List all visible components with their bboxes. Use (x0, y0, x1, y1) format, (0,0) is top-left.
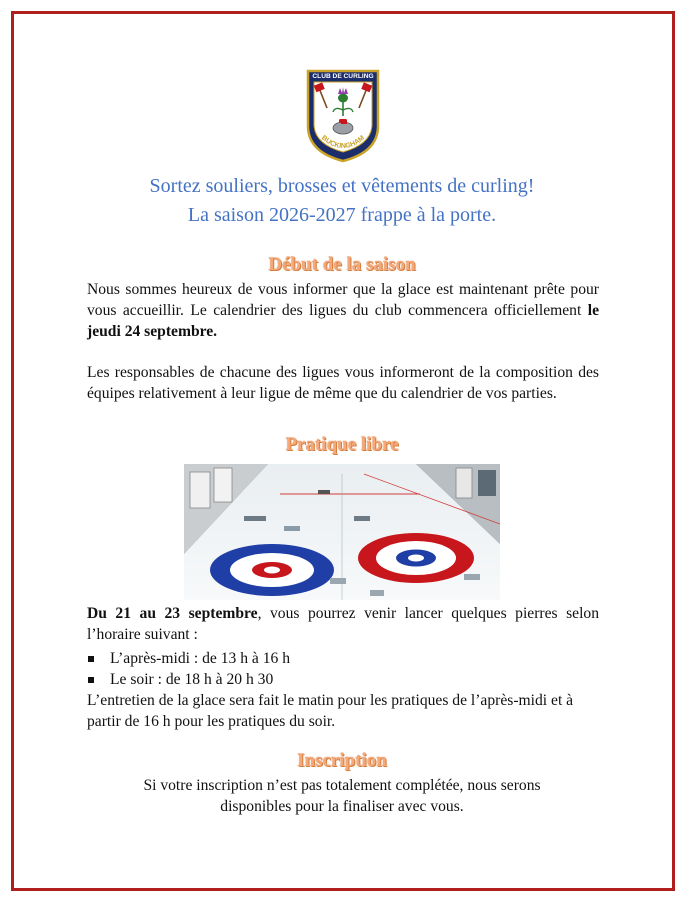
list-item (87, 648, 607, 669)
curling-house-left (210, 544, 334, 596)
list-item (87, 669, 607, 690)
registration-line-2: disponibles pour la finaliser avec vous. (220, 798, 464, 815)
paragraph-registration (0, 775, 684, 817)
headline-line-2: La saison 2026-2027 frappe à la porte. (187, 204, 497, 226)
bullet-icon (88, 677, 94, 683)
registration-line-1: Si votre inscription n’est pas totalement complétée, nous serons (143, 777, 541, 794)
paragraph-ice-maintenance: L’entretien de la glace sera fait le matin pour les pratiques de l’après-midi et à partir de 16 h pour les pratiques du soir. (87, 692, 574, 730)
practice-dates: Du 21 au 23 septembre (87, 605, 258, 622)
section-title-season-start: Début de la saison (268, 254, 416, 275)
paragraph-season-start-text: Nous sommes heureux de vous informer que la glace est maintenant prête pour vous accueillir. Le calendrier des ligues du club commencera officiellement (87, 281, 599, 319)
logo-top-text: CLUB DE CURLING (312, 73, 374, 80)
section-title-free-practice: Pratique libre (285, 434, 399, 455)
paragraph-practice-intro (87, 603, 599, 645)
curling-house-right (358, 533, 474, 583)
logo-bottom-text: BUCKINGHAM (319, 134, 367, 151)
club-logo (305, 68, 381, 164)
section-title-registration: Inscription (297, 750, 387, 771)
schedule-list (87, 648, 607, 690)
schedule-afternoon: L’après-midi : de 13 h à 16 h (110, 650, 291, 667)
curling-ice-photo (184, 464, 500, 600)
paragraph-leagues: Les responsables de chacune des ligues vous informeront de la composition des équipes relativement à leur ligue de même que du calendrier de vos parties. (87, 364, 599, 402)
bullet-icon (88, 656, 94, 662)
paragraph-season-start (87, 279, 599, 342)
headline-line-1: Sortez souliers, brosses et vêtements de curling! (149, 175, 535, 197)
season-start-date: le jeudi 24 septembre. (87, 302, 599, 340)
schedule-evening: Le soir : de 18 h à 20 h 30 (110, 671, 274, 688)
practice-intro-text: , vous pourrez venir lancer quelques pierres selon l’horaire suivant : (87, 605, 599, 643)
